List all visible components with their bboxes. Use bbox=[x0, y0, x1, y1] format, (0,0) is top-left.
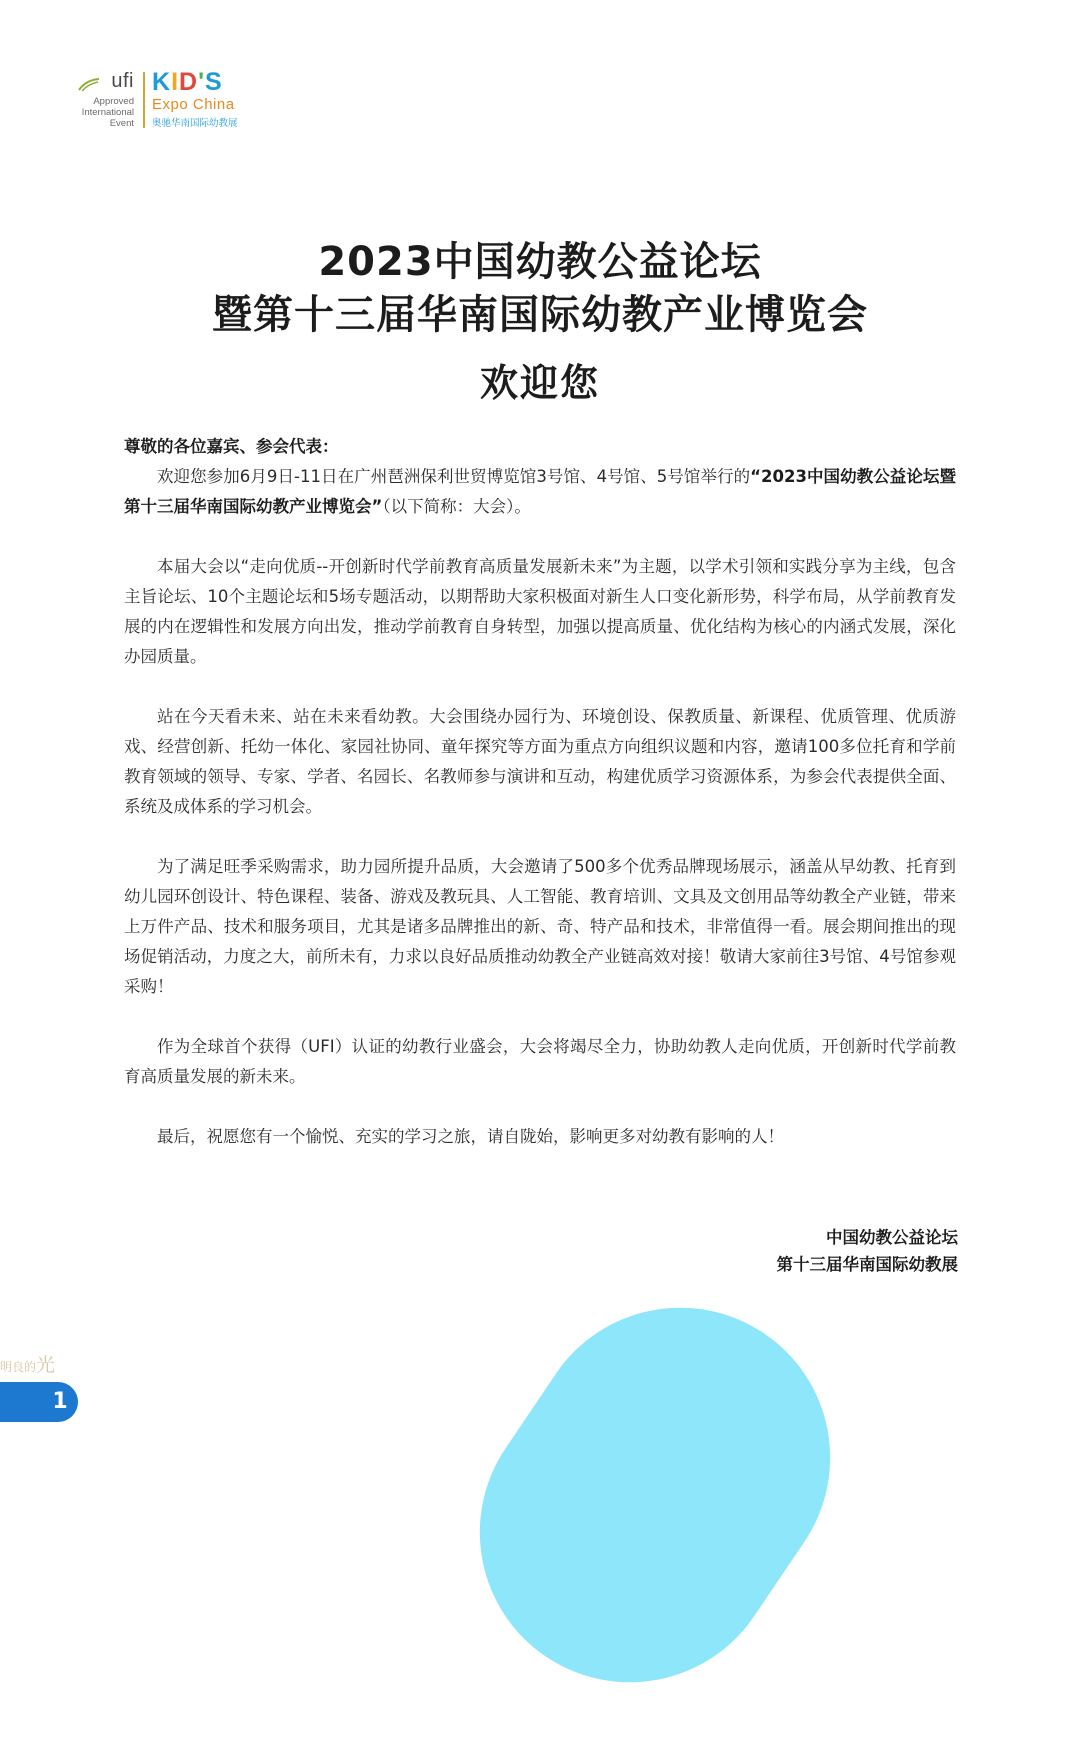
ufi-wordmark: ufi bbox=[111, 70, 134, 92]
title-line-1: 2023中国幼教公益论坛 bbox=[318, 239, 762, 285]
expo-chinese-name: 奥驰华南国际幼教展 bbox=[152, 118, 238, 129]
event-logo bbox=[68, 68, 258, 134]
ufi-line-2: International bbox=[81, 107, 134, 118]
signature-line-1: 中国幼教公益论坛 bbox=[826, 1228, 958, 1247]
logo-divider bbox=[143, 72, 145, 128]
corner-watermark bbox=[0, 1350, 55, 1377]
paragraph-1-intro: 欢迎您参加6月9日-11日在广州琶洲保利世贸博览馆3号馆、4号馆、5号馆举行的 bbox=[157, 467, 751, 486]
paragraph-4: 为了满足旺季采购需求，助力园所提升品质，大会邀请了500多个优秀品牌现场展示，涵盖从早幼教、托育到幼儿园环创设计、特色课程、装备、游戏及教玩具、人工智能、教育培训、文具及文创用品等幼教全产业链，带来上万件产品、技术和服务项目，尤其是诸多品牌推出的新、奇、特产品和技术，非常值得一看。展会期间推出的现场促销活动，力度之大，前所未有，力求以良好品质推动幼教全产业链高效对接！敬请大家前往3号馆、4号馆参观采购！ bbox=[124, 857, 956, 996]
paragraph-3: 站在今天看未来、站在未来看幼教。大会围绕办园行为、环境创设、保教质量、新课程、优质管理、优质游戏、经营创新、托幼一体化、家园社协同、童年探究等方面为重点方向组织议题和内容，邀请100多位托育和学前教育领域的领导、专家、学者、名园长、名教师参与演讲和互动，构建优质学习资源体系，为参会代表提供全面、系统及成体系的学习机会。 bbox=[124, 707, 956, 816]
kids-letter-d: D bbox=[179, 68, 199, 96]
ufi-line-1: Approved bbox=[93, 96, 134, 107]
paragraph-2: 本届大会以“走向优质--开创新时代学前教育高质量发展新未来”为主题，以学术引领和实践分享为主线，包含主旨论坛、10个主题论坛和5场专题活动，以期帮助大家积极面对新生人口变化新形势，科学布局，从学前教育发展的内在逻辑性和发展方向出发，推动学前教育自身转型，加强以提高质量、优化结构为核心的内涵式发展，深化办园质量。 bbox=[124, 557, 956, 666]
paragraph-1 bbox=[124, 462, 956, 522]
corner-watermark-big: 光 bbox=[36, 1354, 56, 1376]
title-welcome: 欢迎您 bbox=[479, 361, 600, 405]
salutation: 尊敬的各位嘉宾、参会代表： bbox=[124, 437, 339, 456]
paragraph-5: 作为全球首个获得（UFI）认证的幼教行业盛会，大会将竭尽全力，协助幼教人走向优质，开创新时代学前教育高质量发展的新未来。 bbox=[124, 1037, 956, 1086]
decorative-blob bbox=[422, 1249, 889, 1740]
corner-watermark-small: 明良的 bbox=[0, 1360, 37, 1374]
kids-letter-s: S bbox=[205, 68, 223, 96]
title-line-2: 暨第十三届华南国际幼教产业博览会 bbox=[212, 292, 868, 338]
kids-letter-i: I bbox=[171, 68, 180, 96]
kids-wordmark bbox=[152, 68, 223, 96]
paragraph-6: 最后，祝愿您有一个愉悦、充实的学习之旅，请自陇始，影响更多对幼教有影响的人！ bbox=[157, 1127, 784, 1146]
signature-line-2: 第十三届华南国际幼教展 bbox=[776, 1255, 958, 1274]
expo-china-text: Expo China bbox=[152, 96, 235, 113]
letter-body bbox=[124, 432, 956, 1152]
paragraph-1-tail: （以下简称：大会）。 bbox=[382, 497, 531, 516]
ufi-line-3: Event bbox=[109, 118, 134, 129]
event-name-highlight: “2023中国幼教公益论坛暨第十三届华南国际幼教产业博览会” bbox=[124, 467, 956, 516]
ufi-swoosh-icon bbox=[78, 78, 100, 92]
kids-letter-k: K bbox=[152, 68, 172, 96]
kids-apostrophe: ' bbox=[198, 68, 206, 96]
ufi-approved-text bbox=[82, 96, 134, 129]
page-number: 1 bbox=[52, 1389, 68, 1414]
signature bbox=[777, 1224, 959, 1278]
